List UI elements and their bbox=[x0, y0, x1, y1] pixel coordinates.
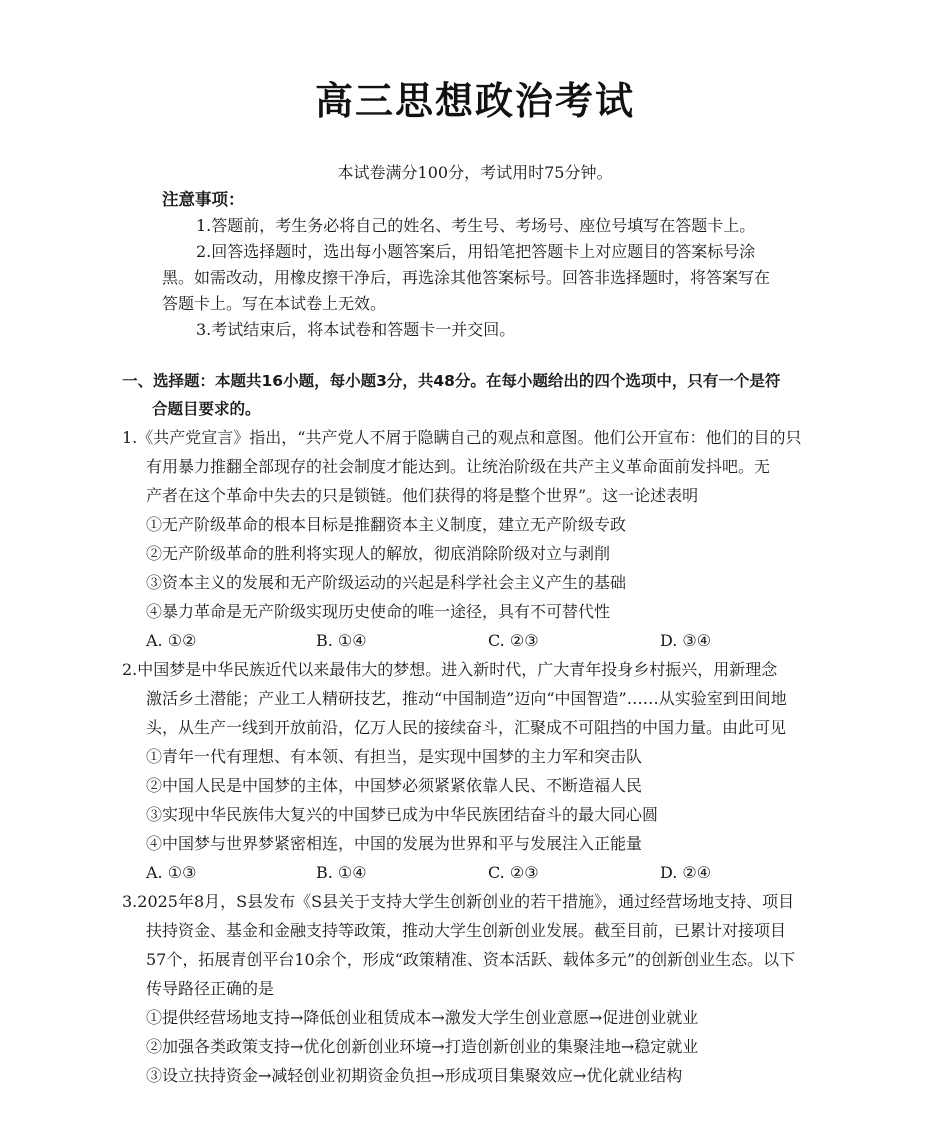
q1-item: ④暴力革命是无产阶级实现历史使命的唯一途径，具有不可替代性 bbox=[146, 602, 611, 621]
q3-item: ②加强各类政策支持→优化创新创业环境→打造创新创业的集聚洼地→稳定就业 bbox=[146, 1037, 699, 1056]
q1-option-d[interactable]: D. ③④ bbox=[660, 631, 712, 650]
q1-option-a[interactable]: A. ①② bbox=[146, 631, 197, 650]
section-heading: 一、选择题：本题共16小题，每小题3分，共48分。在每小题给出的四个选项中，只有一个是符 bbox=[122, 372, 781, 390]
q2-option-a[interactable]: A. ①③ bbox=[146, 863, 197, 882]
q2-stem: 头，从生产一线到开放前沿，亿万人民的接续奋斗，汇聚成不可阻挡的中国力量。由此可见 bbox=[146, 718, 787, 737]
q1-stem: 有用暴力推翻全部现存的社会制度才能达到。让统治阶级在共产主义革命面前发抖吧。无 bbox=[146, 457, 771, 476]
notice-item: 1.答题前，考生务必将自己的姓名、考生号、考场号、座位号填写在答题卡上。 bbox=[196, 216, 756, 235]
q1-stem: 1.《共产党宣言》指出，“共产党人不屑于隐瞒自己的观点和意图。他们公开宣布：他们的目的只 bbox=[122, 428, 802, 447]
q3-stem: 57个，拓展青创平台10余个，形成“政策精准、资本活跃、载体多元”的创新创业生态。以下 bbox=[146, 950, 796, 969]
q2-item: ①青年一代有理想、有本领、有担当，是实现中国梦的主力军和突击队 bbox=[146, 747, 643, 766]
q2-option-c[interactable]: C. ②③ bbox=[488, 863, 539, 882]
q3-item: ③设立扶持资金→减轻创业初期资金负担→形成项目集聚效应→优化就业结构 bbox=[146, 1066, 683, 1085]
notice-item: 黑。如需改动，用橡皮擦干净后，再选涂其他答案标号。回答非选择题时，将答案写在 bbox=[162, 268, 771, 287]
q3-item: ①提供经营场地支持→降低创业租赁成本→激发大学生创业意愿→促进创业就业 bbox=[146, 1008, 699, 1027]
q2-option-b[interactable]: B. ①④ bbox=[316, 863, 367, 882]
q1-stem: 产者在这个革命中失去的只是锁链。他们获得的将是整个世界”。这一论述表明 bbox=[146, 486, 699, 505]
q1-option-b[interactable]: B. ①④ bbox=[316, 631, 367, 650]
q2-stem: 激活乡土潜能；产业工人精研技艺，推动“中国制造”迈向“中国智造”……从实验室到田间地 bbox=[146, 689, 787, 708]
q2-item: ③实现中华民族伟大复兴的中国梦已成为中华民族团结奋斗的最大同心圆 bbox=[146, 805, 659, 824]
notice-item: 答题卡上。写在本试卷上无效。 bbox=[162, 294, 387, 313]
q1-option-c[interactable]: C. ②③ bbox=[488, 631, 539, 650]
q3-stem: 传导路径正确的是 bbox=[146, 979, 275, 998]
notice-heading: 注意事项： bbox=[162, 190, 245, 209]
q3-stem: 扶持资金、基金和金融支持等政策，推动大学生创新创业发展。截至目前，已累计对接项目 bbox=[146, 921, 787, 940]
section-heading-cont: 合题目要求的。 bbox=[152, 400, 261, 418]
q2-item: ②中国人民是中国梦的主体，中国梦必须紧紧依靠人民、不断造福人民 bbox=[146, 776, 643, 795]
notice-item: 3.考试结束后，将本试卷和答题卡一并交回。 bbox=[196, 320, 516, 339]
q1-item: ②无产阶级革命的胜利将实现人的解放，彻底消除阶级对立与剥削 bbox=[146, 544, 611, 563]
q1-item: ③资本主义的发展和无产阶级运动的兴起是科学社会主义产生的基础 bbox=[146, 573, 627, 592]
q1-item: ①无产阶级革命的根本目标是推翻资本主义制度，建立无产阶级专政 bbox=[146, 515, 627, 534]
q2-stem: 2.中国梦是中华民族近代以来最伟大的梦想。进入新时代，广大青年投身乡村振兴，用新理念 bbox=[122, 660, 778, 679]
exam-meta: 本试卷满分100分，考试用时75分钟。 bbox=[337, 163, 613, 182]
notice-item: 2.回答选择题时，选出每小题答案后，用铅笔把答题卡上对应题目的答案标号涂 bbox=[196, 242, 756, 261]
q3-stem: 3.2025年8月，S县发布《S县关于支持大学生创新创业的若干措施》，通过经营场地支持、项目 bbox=[122, 892, 795, 911]
exam-title: 高三思想政治考试 bbox=[314, 79, 635, 123]
q2-option-d[interactable]: D. ②④ bbox=[660, 863, 712, 882]
q2-item: ④中国梦与世界梦紧密相连，中国的发展为世界和平与发展注入正能量 bbox=[146, 834, 643, 853]
